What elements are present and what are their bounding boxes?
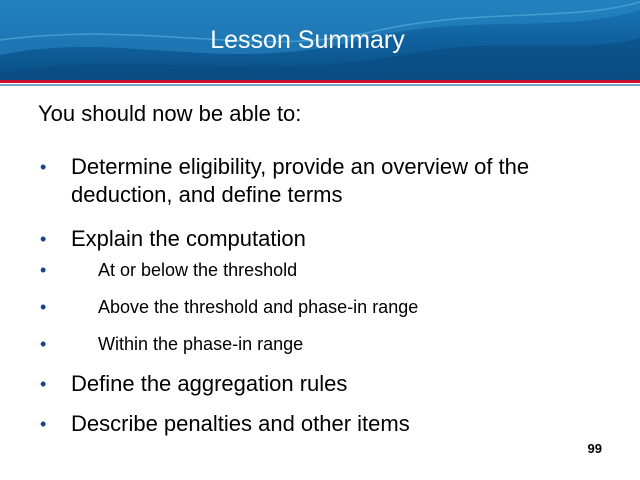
sub-list-item — [38, 296, 618, 333]
bullet-icon: • — [40, 229, 47, 249]
header-divider-red — [0, 80, 640, 83]
sub-bullet-icon: • — [40, 260, 47, 280]
list-item — [38, 410, 618, 438]
intro-text: You should now be able to: — [38, 101, 302, 126]
sub-bullet-icon: • — [40, 334, 47, 354]
sub-list-item — [38, 333, 618, 370]
list-item-text: Describe penalties and other items — [71, 411, 410, 436]
sub-list — [38, 259, 618, 370]
list-item — [38, 153, 618, 225]
sub-list-item-text: At or below the threshold — [98, 260, 298, 280]
header-divider-blue — [0, 84, 640, 86]
sub-list-item-text: Within the phase-in range — [98, 334, 304, 354]
sub-bullet-icon: • — [40, 297, 47, 317]
list-item-text: Define the aggregation rules — [71, 371, 348, 396]
page-number: 99 — [587, 441, 602, 456]
slide-header — [0, 0, 640, 80]
bullet-icon: • — [40, 414, 47, 434]
sub-list-container — [38, 259, 618, 370]
bullet-icon: • — [40, 157, 47, 177]
slide-title: Lesson Summary — [210, 25, 405, 54]
bullet-icon: • — [40, 374, 47, 394]
list-item — [38, 370, 618, 410]
list-item-text: Explain the computation — [71, 226, 306, 251]
sub-list-item-text: Above the threshold and phase-in range — [98, 297, 419, 317]
list-item-text: Determine eligibility, provide an overview of the deduction, and define terms — [71, 154, 530, 207]
objectives-list — [38, 153, 618, 438]
list-item — [38, 225, 618, 259]
sub-list-item — [38, 259, 618, 296]
